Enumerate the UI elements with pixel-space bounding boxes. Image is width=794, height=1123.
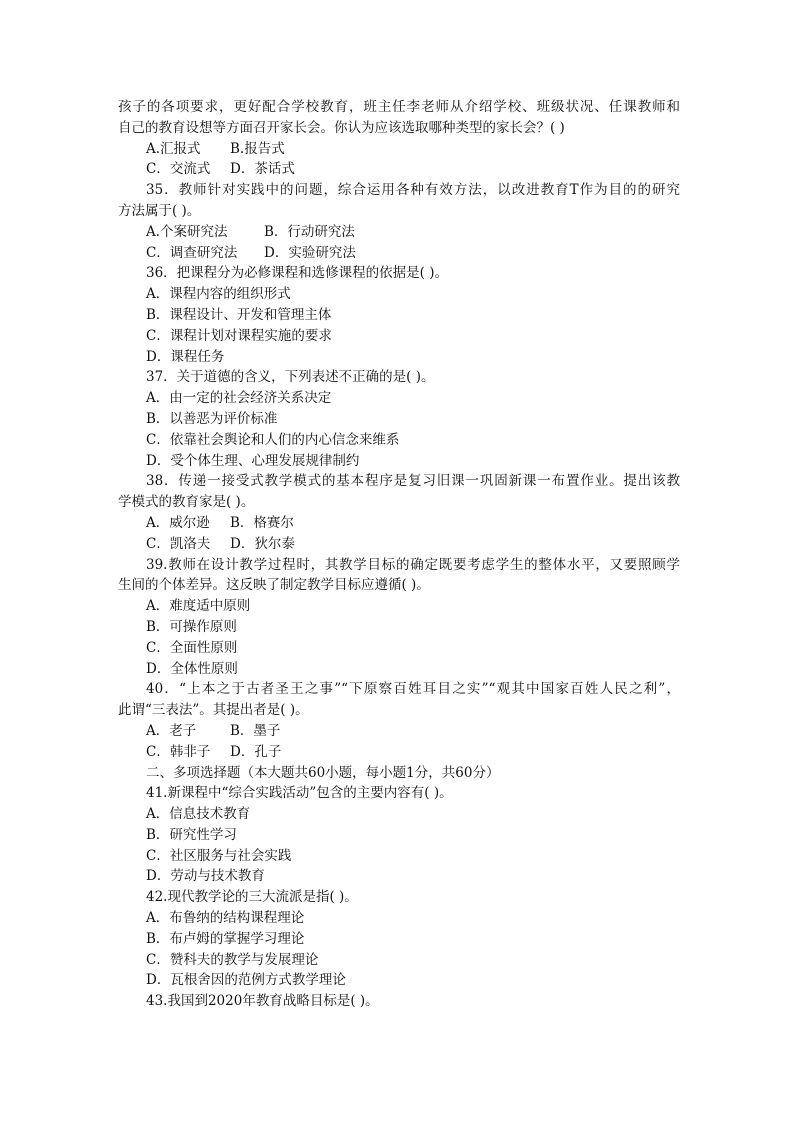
option-left: A．威尔逊 (146, 514, 210, 531)
option-row (118, 513, 680, 534)
option-right: D．孔子 (230, 743, 282, 760)
text-line: 此谓“三表法”。其提出者是( )。 (118, 702, 309, 719)
option-row (118, 139, 680, 160)
text-line: A．课程内容的组织形式 (146, 286, 291, 303)
text-line: 孩子的各项要求，更好配合学校教育，班主任李老师从介绍学校、班级状况、任课教师和 (118, 99, 680, 115)
option-left: C．调查研究法 (146, 244, 238, 261)
option-row (118, 721, 680, 742)
text-line: 41.新课程中“综合实践活动”包含的主要内容有( )。 (146, 785, 453, 802)
option-row (118, 534, 680, 555)
option-right: B．墨子 (230, 722, 281, 739)
text-line: C．课程计划对课程实施的要求 (146, 327, 332, 344)
option-left: C．凯洛夫 (146, 535, 211, 552)
document-body (118, 97, 680, 1012)
option-left: A．老子 (146, 722, 197, 739)
text-line: 自己的教育设想等方面召开家长会。你认为应该选取哪种类型的家长会？( ) (118, 119, 565, 136)
option-left: A.个案研究法 (146, 223, 228, 240)
option-row (118, 222, 680, 243)
option-left: C．交流式 (146, 161, 211, 178)
text-line: 40．“上本之于古者圣王之事”“下原察百姓耳目之实”“观其中国家百姓人民之利”， (146, 681, 680, 698)
text-line: A．由一定的社会经济关系决定 (146, 390, 332, 407)
text-line: B．课程设计、开发和管理主体 (146, 306, 332, 323)
option-right: B.报告式 (230, 140, 285, 157)
text-line: 生间的个体差异。这反映了制定教学目标应遵循( )。 (118, 577, 430, 594)
text-line: B．布卢姆的掌握学习理论 (146, 930, 305, 947)
text-line: 35．教师针对实践中的问题，综合运用各种有效方法，以改进教育T作为目的的研究 (146, 182, 680, 199)
text-line: C．全面性原则 (146, 639, 238, 656)
text-line: 43.我国到2020年教育战略目标是( )。 (146, 993, 379, 1010)
option-left: A.汇报式 (146, 140, 201, 157)
text-line: D．劳动与技术教育 (146, 868, 265, 885)
option-right: D．实验研究法 (264, 244, 356, 261)
option-right: D．狄尔泰 (230, 535, 295, 552)
text-line: B．研究性学习 (146, 826, 237, 843)
text-line: B．可操作原则 (146, 618, 237, 635)
text-line: B．以善恶为评价标准 (146, 410, 278, 427)
option-row (118, 243, 680, 264)
option-row (118, 159, 680, 180)
text-line: 36．把课程分为必修课程和选修课程的依据是( )。 (146, 265, 449, 282)
option-right: B．行动研究法 (264, 223, 355, 240)
text-line: A．难度适中原则 (146, 598, 251, 615)
text-line: D．受个体生理、心理发展规律制约 (146, 452, 360, 469)
text-line: C．赞科夫的教学与发展理论 (146, 951, 319, 968)
text-line: A．信息技术教育 (146, 806, 251, 823)
option-left: C．韩非子 (146, 743, 211, 760)
text-line: 38．传递一接受式教学模式的基本程序是复习旧课一巩固新课一布置作业。提出该教 (146, 473, 680, 490)
option-row (118, 742, 680, 763)
option-right: B．格赛尔 (230, 514, 294, 531)
text-line: C．依靠社会舆论和人们的内心信念来维系 (146, 431, 400, 448)
text-line: A．布鲁纳的结构课程理论 (146, 910, 305, 927)
text-line: 39.教师在设计教学过程时，其教学目标的确定既要考虑学生的整体水平，又要照顾学 (146, 556, 680, 573)
option-right: D．茶话式 (230, 161, 295, 178)
text-line: D．瓦根舍因的范例方式教学理论 (146, 972, 346, 989)
text-line: C．社区服务与社会实践 (146, 847, 292, 864)
text-line: 学模式的教育家是( )。 (118, 494, 255, 511)
text-line: 二、多项选择题（本大题共60小题，每小题1分，共60分） (146, 764, 500, 781)
text-line: D．全体性原则 (146, 660, 238, 677)
text-line: 37．关于道德的含义，下列表述不正确的是( )。 (146, 369, 435, 386)
text-line: 42.现代教学论的三大流派是指( )。 (146, 889, 358, 906)
text-line: D．课程任务 (146, 348, 225, 365)
text-line: 方法属于( )。 (118, 202, 201, 219)
